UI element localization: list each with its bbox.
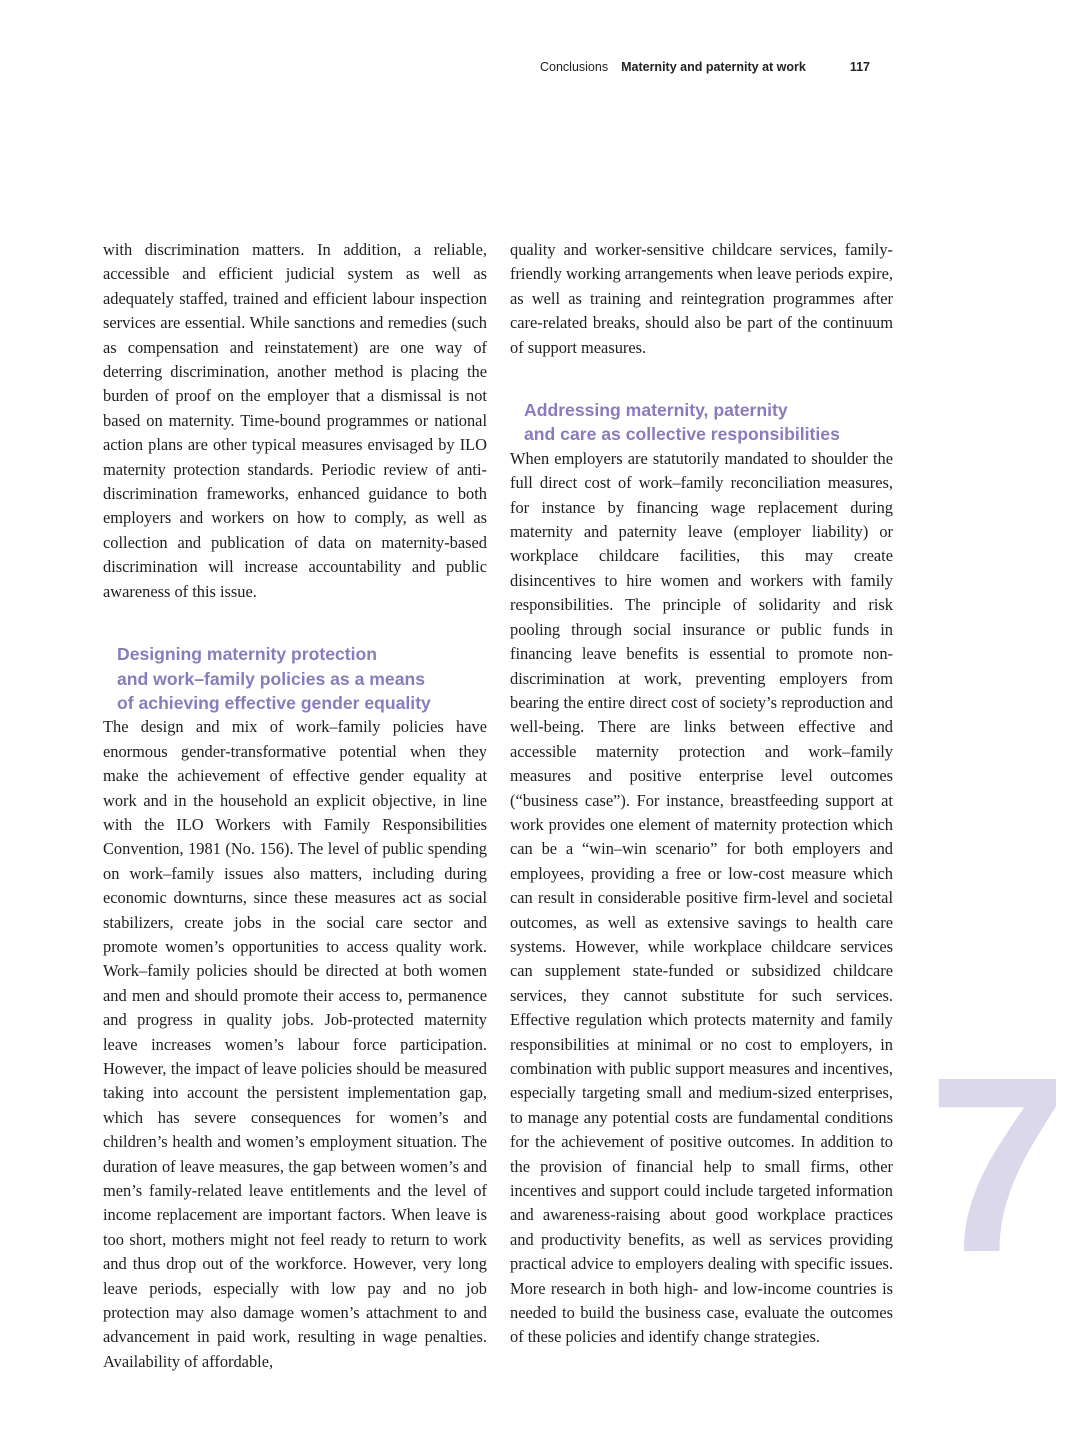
header-title: Maternity and paternity at work — [621, 60, 806, 74]
heading-line: of achieving effective gender equality — [117, 692, 431, 713]
left-paragraph-1: with discrimination matters. In addition, a reliable, accessible and efficient judicial system as well as adequately staffed, trained and efficient labour inspection services are essential. While sanctions and remedies (such as compensation and reinstatement) are one way of deterring discrimination, another method is placing the burden of proof on the employer that a dismissal is not based on maternity. Time-bound programmes or national action plans are other typical measures envisaged by ILO maternity protection standards. Periodic review of anti-discrimination frameworks, enhanced guidance to both employers and workers on how to comply, as well as collection and publication of data on maternity-based discrimination will increase accountability and public awareness of this issue. — [103, 240, 487, 601]
left-column — [103, 238, 487, 1374]
heading-line: Designing maternity protection — [117, 644, 378, 665]
section-heading-addressing — [510, 398, 893, 447]
heading-line: and work–family policies as a means — [117, 668, 426, 689]
section-heading-designing — [103, 642, 487, 715]
left-paragraph-2: The design and mix of work–family policies have enormous gender-transformative potential when they make the achievement of effective gender equality at work and in the household an explicit objective, in line with the ILO Workers with Family Responsibilities Convention, 1981 (No. 156). The level of public spending on work–family issues also matters, including during economic downturns, since these measures act as social stabilizers, create jobs in the social care sector and promote women’s opportunities to access quality work. Work–family policies should be directed at both women and men and should promote their access to, permanence and progress in quality jobs. Job-protected maternity leave increases women’s labour force participation. However, the impact of leave policies should be measured taking into account the persistent implementation gap, which has severe consequences for women’s and children’s health and women’s employment situation. The duration of leave measures, the gap between women’s and men’s family-related leave entitlements and the level of income replacement are important factors. When leave is too short, mothers might not feel ready to return to work and thus drop out of the workforce. However, very long leave periods, especially with low pay and no job protection may also damage women’s attachment to and advancement in paid work, resulting in wage penalties. Availability of affordable, — [103, 717, 487, 1371]
right-paragraph-1: quality and worker-sensitive childcare services, family-friendly working arrangements when leave periods expire, as well as training and reintegration programmes after care-related breaks, should also be part of the continuum of support measures. — [510, 240, 893, 357]
chapter-number: 7 — [928, 1025, 1067, 1304]
header-section: Conclusions — [540, 60, 609, 74]
heading-line: and care as collective responsibilities — [524, 424, 840, 445]
right-paragraph-2: When employers are statutorily mandated to shoulder the full direct cost of work–family reconciliation measures, for instance by financing wage replacement during maternity and paternity leave (employer liability) or workplace childcare facilities, this may create disincentives to hire women and workers with family responsibilities. The principle of solidarity and risk pooling through social insurance or public funds in financing leave benefits is essential to promote non-discrimination at work, preventing employers from bearing the entire direct cost of society’s reproduction and well-being. There are links between effective and accessible maternity protection and work–family measures and positive enterprise level outcomes (“business case”). For instance, breastfeeding support at work provides one element of maternity protection which can be a “win–win scenario” for both employers and employees, providing a free or low-cost measure which can result in considerable positive firm-level and societal outcomes, as well as extensive savings to health care systems. However, while workplace childcare services can supplement state-funded or subsidized childcare services, they cannot substitute for such services. Effective regulation which protects maternity and family responsibilities at minimal or no cost to employers, in combination with public support measures and incentives, especially targeting small and medium-sized enterprises, to manage any potential costs are fundamental conditions for the achievement of positive outcomes. In addition to the provision of financial help to small firms, other incentives and support could include targeted information and awareness-raising about good workplace practices and productivity benefits, as well as services providing practical advice to employers dealing with specific issues. More research in both high- and low-income countries is needed to build the business case, evaluate the outcomes of these policies and identify change strategies. — [510, 448, 893, 1347]
heading-line: Addressing maternity, paternity — [524, 400, 788, 421]
running-header — [540, 60, 870, 74]
right-column — [510, 238, 893, 1350]
page-number: 117 — [849, 60, 870, 74]
